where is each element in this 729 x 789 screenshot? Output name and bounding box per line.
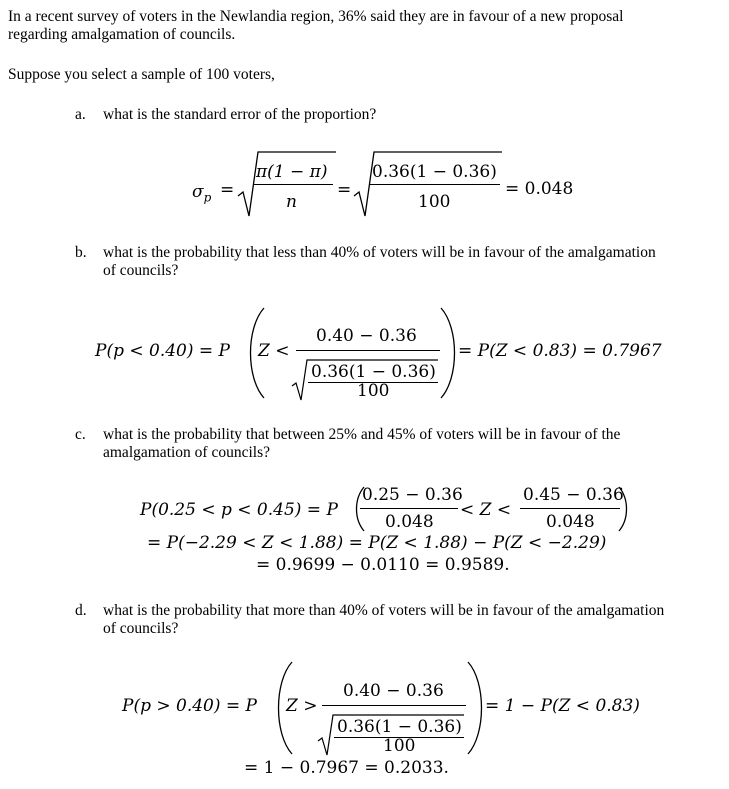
part-c-fraction-1-bar: [360, 508, 458, 509]
se-numeric-denominator: 100: [418, 192, 451, 212]
part-b-result: = P(Z < 0.83) = 0.7967: [458, 341, 662, 361]
part-b-inner-denominator: 100: [357, 381, 390, 401]
part-c-line-2: = P(−2.29 < Z < 1.88) = P(Z < 1.88) − P(Z < −2.29): [147, 533, 607, 553]
part-b-question-line-2: of councils?: [103, 262, 179, 279]
part-b-fraction-bar: [296, 350, 440, 351]
part-a-marker: a.: [75, 106, 86, 123]
part-c-marker: c.: [75, 426, 86, 443]
part-b-z: Z <: [258, 341, 290, 361]
part-a-question: what is the standard error of the proportion?: [103, 106, 377, 123]
part-b-numerator: 0.40 − 0.36: [316, 326, 417, 346]
part-c-fraction-1-numerator: 0.25 − 0.36: [362, 485, 463, 505]
right-paren-c: [617, 485, 631, 533]
sigma-symbol: $\sigma_p$: [192, 182, 212, 205]
part-d-inner-numerator: 0.36(1 − 0.36): [337, 717, 462, 737]
equals-sign: =: [220, 180, 235, 200]
part-c-question-line-1: what is the probability that between 25% and 45% of voters will be in favour of the: [103, 426, 621, 443]
se-fraction-bar: [254, 184, 333, 185]
part-b-lhs: P(p < 0.40) = P: [95, 341, 230, 361]
part-c-question-line-2: amalgamation of councils?: [103, 444, 270, 461]
part-d-question-line-2: of councils?: [103, 620, 179, 637]
intro-line-2: regarding amalgamation of councils.: [8, 26, 236, 43]
part-b-question-line-1: what is the probability that less than 40% of voters will be in favour of the amalgamation: [103, 244, 656, 261]
part-d-marker: d.: [75, 602, 87, 619]
part-c-fraction-2-bar: [520, 508, 620, 509]
part-c-line-3: = 0.9699 − 0.0110 = 0.9589.: [256, 555, 510, 575]
equals-sign-2: =: [337, 180, 352, 200]
se-numeric-numerator: 0.36(1 − 0.36): [372, 162, 497, 182]
part-c-fraction-2-denominator: 0.048: [546, 512, 595, 532]
part-b-inner-numerator: 0.36(1 − 0.36): [311, 362, 436, 382]
part-c-fraction-1-denominator: 0.048: [385, 512, 434, 532]
se-fraction-denominator: n: [286, 192, 297, 212]
se-fraction-numerator: π(1 − π): [256, 162, 328, 182]
part-c-lhs: P(0.25 < p < 0.45) = P: [140, 500, 338, 520]
part-d-result: = 1 − P(Z < 0.83): [485, 696, 640, 716]
part-d-inner-denominator: 100: [383, 736, 416, 756]
intro-line-1: In a recent survey of voters in the Newlandia region, 36% said they are in favour of a new proposal: [8, 8, 624, 25]
part-d-question-line-1: what is the probability that more than 40% of voters will be in favour of the amalgamation: [103, 602, 665, 619]
part-d-z: Z >: [286, 696, 318, 716]
se-result: = 0.048: [505, 179, 574, 199]
part-b-marker: b.: [75, 244, 87, 261]
se-numeric-bar: [370, 184, 500, 185]
part-d-line-2: = 1 − 0.7967 = 0.2033.: [244, 758, 449, 778]
part-d-fraction-bar: [322, 705, 466, 706]
part-c-fraction-2-numerator: 0.45 − 0.36: [523, 485, 624, 505]
part-c-mid-inequality: < Z <: [460, 500, 512, 520]
sample-statement: Suppose you select a sample of 100 voters,: [8, 66, 275, 83]
part-d-lhs: P(p > 0.40) = P: [122, 696, 257, 716]
part-d-numerator: 0.40 − 0.36: [343, 681, 444, 701]
